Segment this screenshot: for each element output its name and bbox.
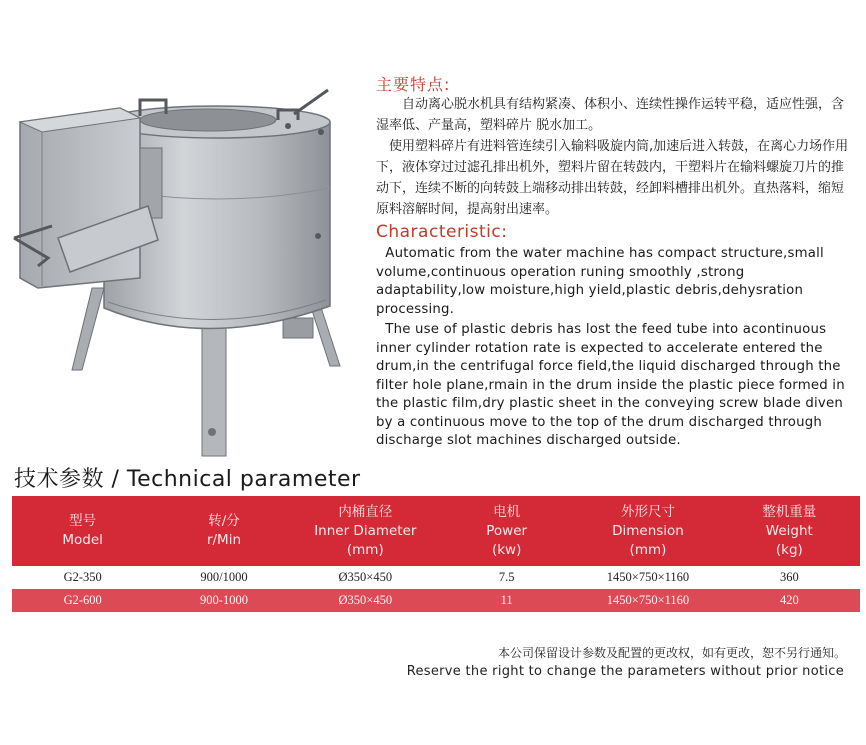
centrifugal-dewatering-machine-image [8, 88, 360, 458]
cell-dimension: 1450×750×1160 [577, 566, 718, 589]
header-dimension: 外形尺寸 Dimension (mm) [577, 496, 718, 566]
cell-speed: 900/1000 [153, 566, 294, 589]
table-row [12, 566, 860, 589]
features-heading-cn: 主要特点: [376, 75, 451, 94]
header-inner-diameter: 内桶直径 Inner Diameter (mm) [295, 496, 436, 566]
header-weight: 整机重量 Weight (kg) [719, 496, 860, 566]
header-model: 型号 Model [12, 496, 153, 566]
cell-model: G2-350 [12, 566, 153, 589]
table-row [12, 589, 860, 612]
cell-model: G2-600 [12, 589, 153, 612]
technical-parameter-table [12, 496, 860, 612]
features-paragraph-1-cn: 自动离心脱水机具有结构紧凑、体积小、连续性操作运转平稳，适应性强，含湿率低、产量高，塑料碎片 脱水加工。 [376, 97, 845, 133]
characteristic-heading: Characteristic: [376, 222, 508, 242]
cell-dimension: 1450×750×1160 [577, 589, 718, 612]
characteristic-paragraph-1: Automatic from the water machine has compact structure,small volume,continuous operation runing smoothly ,strong adaptability,low moisture,high yield,plastic debris,dehysration processing. [376, 246, 824, 317]
cell-inner-diameter: Ø350×450 [295, 589, 436, 612]
cell-weight: 360 [719, 566, 860, 589]
cell-power: 7.5 [436, 566, 577, 589]
cell-inner-diameter: Ø350×450 [295, 566, 436, 589]
technical-parameter-title: 技术参数 / Technical parameter [14, 467, 361, 492]
characteristic-paragraph-2: The use of plastic debris has lost the feed tube into acontinuous inner cylinder rotation rate is expected to accelerate entered the drum,in the centrifugal force field,the liquid discharged through the filter hole plane,rmain in the drum inside the plastic piece formed in the plastic film,dry plastic sheet in the conveying screw blade diven by a continuous move to the top of the drum discharged through discharge slot machines discharged outside. [376, 322, 845, 448]
notice-en: Reserve the right to change the parameters without prior notice [406, 664, 844, 679]
header-speed: 转/分 r/Min [153, 496, 294, 566]
cell-weight: 420 [719, 589, 860, 612]
header-power: 电机 Power (kw) [436, 496, 577, 566]
cell-power: 11 [436, 589, 577, 612]
cell-speed: 900-1000 [153, 589, 294, 612]
notice-cn: 本公司保留设计参数及配置的更改权，如有更改，恕不另行通知。 [497, 646, 846, 660]
table-header-row [12, 496, 860, 566]
features-paragraph-2-cn: 使用塑料碎片有进料管连续引入输料吸旋内筒,加速后进入转鼓，在离心力场作用下，液体穿过过滤孔排出机外，塑料片留在转鼓内，干塑料片在输料螺旋刀片的推动下，连续不断的向转鼓上端移动排出转鼓，经卸料槽排出机外。直热落料，缩短原料溶解时间，提高射出速率。 [376, 139, 849, 217]
